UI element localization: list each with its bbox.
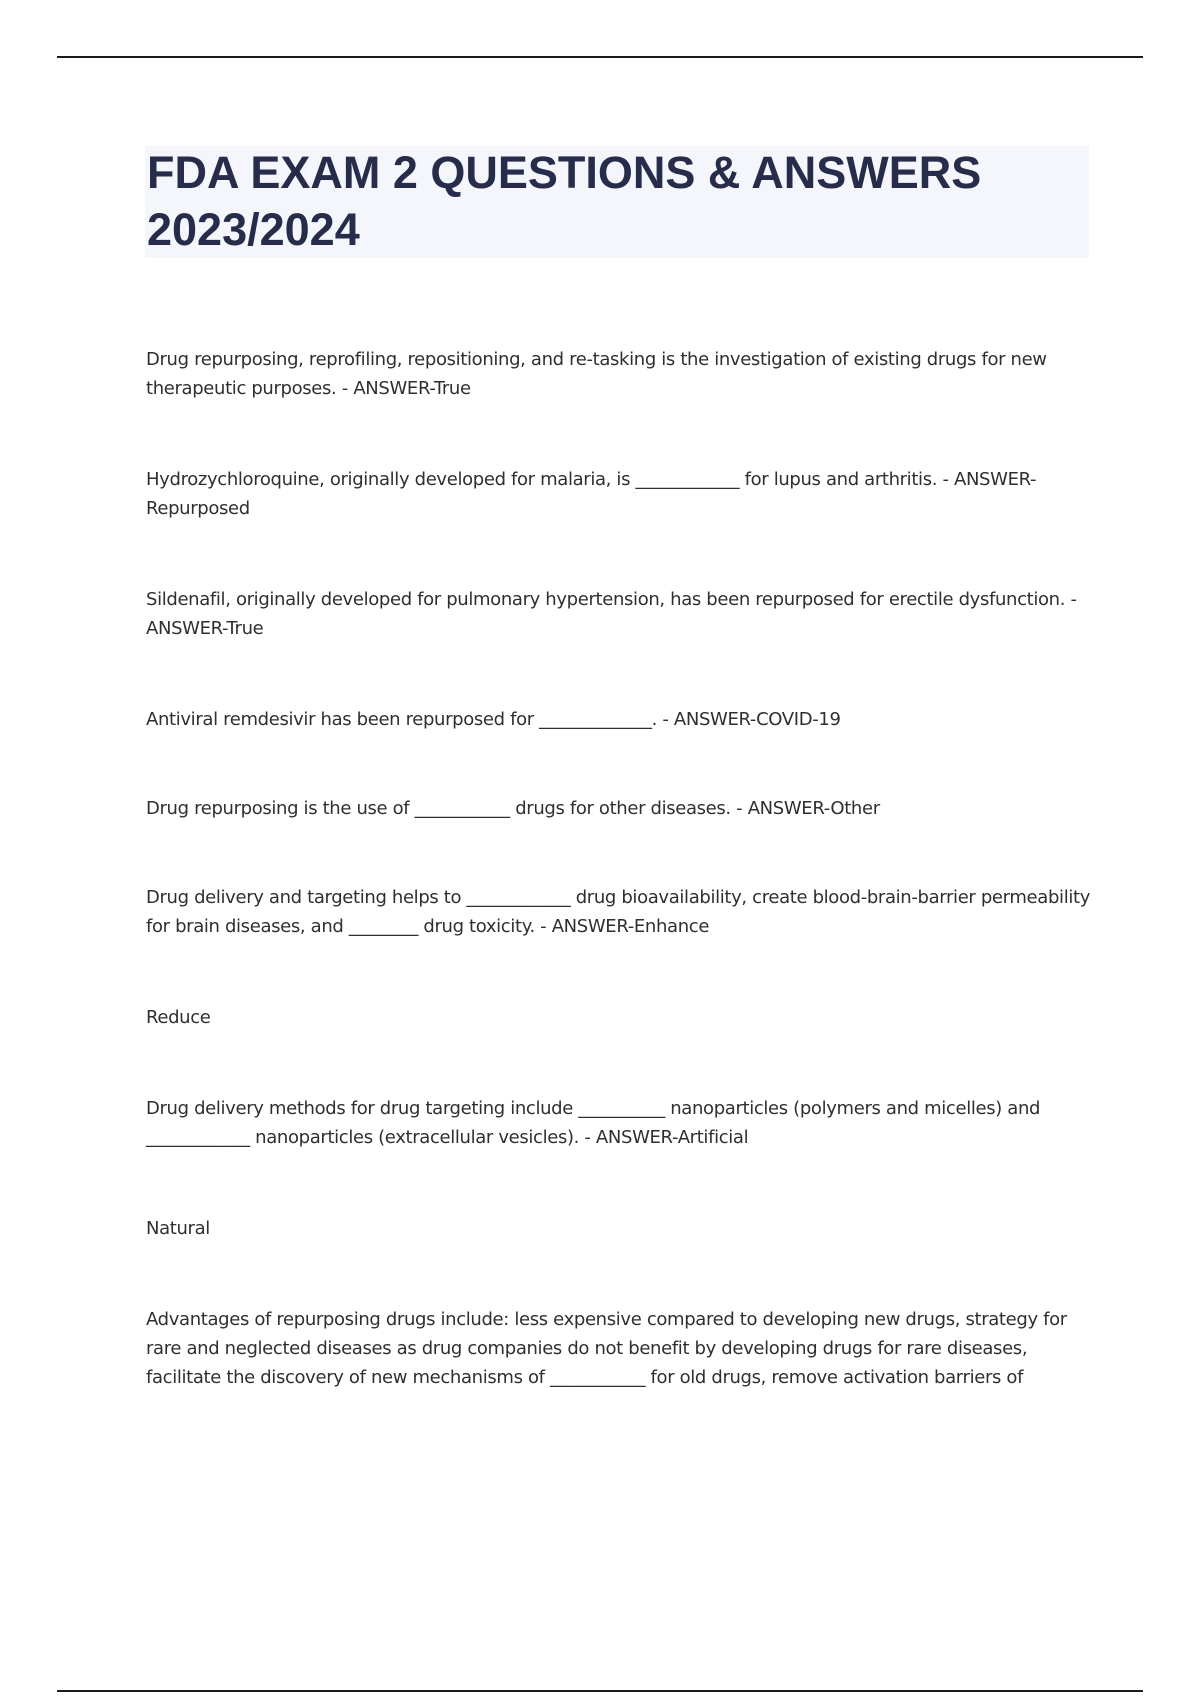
qa-item-2: Hydrozychloroquine, originally developed for malaria, is ____________ for lupus and arthritis. - ANSWER-Repurposed	[146, 469, 1037, 519]
qa-item-5: Drug repurposing is the use of ___________ drugs for other diseases. - ANSWER-Other	[146, 798, 880, 819]
qa-item-6: Drug delivery and targeting helps to ____________ drug bioavailability, create blood-brain-barrier permeability for brain diseases, and ________ drug toxicity. - ANSWER-Enhance	[146, 887, 1091, 937]
answer-continuation: Reduce	[146, 1007, 211, 1028]
document-title: FDA EXAM 2 QUESTIONS & ANSWERS 2023/2024	[147, 147, 982, 255]
qa-item-3: Sildenafil, originally developed for pulmonary hypertension, has been repurposed for erectile dysfunction. - ANSWER-True	[146, 589, 1077, 639]
qa-item-8: Advantages of repurposing drugs include: less expensive compared to developing new drugs, strategy for rare and neglected diseases as drug companies do not benefit by developing drugs for rare diseases, facilitate the discovery of new mechanisms of ___________ for old drugs, remove activation barriers of	[146, 1309, 1067, 1388]
answer-continuation: Natural	[146, 1218, 210, 1239]
header-rule	[57, 56, 1143, 58]
qa-item-1: Drug repurposing, reprofiling, repositioning, and re-tasking is the investigation of existing drugs for new therapeutic purposes. - ANSWER-True	[146, 349, 1047, 399]
document-body	[146, 345, 1096, 1392]
qa-item-4: Antiviral remdesivir has been repurposed for _____________. - ANSWER-COVID-19	[146, 709, 841, 730]
qa-item-7: Drug delivery methods for drug targeting include __________ nanoparticles (polymers and micelles) and ____________ nanoparticles (extracellular vesicles). - ANSWER-Artificial	[146, 1098, 1041, 1148]
footer-rule	[57, 1690, 1143, 1692]
